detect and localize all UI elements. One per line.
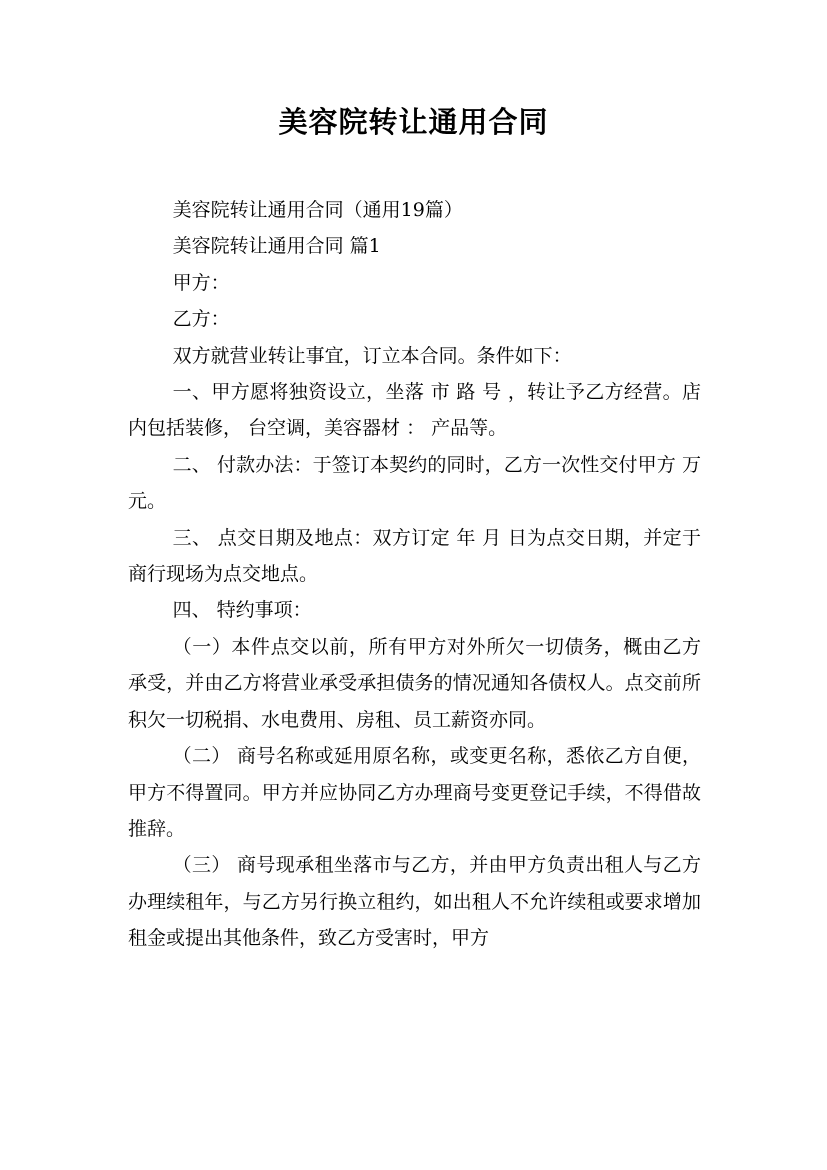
document-title: 美容院转让通用合同 [278, 105, 549, 139]
paragraph-subtitle: 美容院转让通用合同（通用19篇） [172, 199, 463, 221]
paragraph-clause-1: 一、甲方愿将独资设立，坐落 市 路 号 ，转让予乙方经营。店内包括装修， 台空调，美容器材 ： 产品等。 [128, 381, 701, 440]
paragraph-party-a: 甲方： [172, 271, 230, 294]
paragraph-clause-4: 四、 特约事项： [172, 599, 312, 622]
paragraph-intro: 双方就营业转让事宜，订立本合同。条件如下： [172, 344, 572, 367]
paragraph-subclause-2: （二） 商号名称或延用原名称，或变更名称，悉依乙方自便，甲方不得置同。甲方并应协同乙方办理商号变更登记手续，不得借故推辞。 [128, 745, 701, 840]
paragraph-subclause-3: （三） 商号现承租坐落市与乙方，并由甲方负责出租人与乙方办理续租年，与乙方另行换立租约，如出租人不允许续租或要求增加租金或提出其他条件，致乙方受害时，甲方 [128, 854, 701, 950]
paragraph-section-heading: 美容院转让通用合同 篇1 [172, 235, 381, 258]
paragraph-party-b: 乙方： [172, 308, 230, 331]
paragraph-clause-2: 二、 付款办法：于签订本契约的同时，乙方一次性交付甲方 万元。 [128, 453, 701, 513]
document-body [128, 192, 701, 957]
paragraph-clause-3: 三、 点交日期及地点：双方订定 年 月 日为点交日期，并定于商行现场为点交地点。 [128, 526, 701, 586]
paragraph-subclause-1: （一）本件点交以前，所有甲方对外所欠一切债务，概由乙方承受，并由乙方将营业承受承担债务的情况通知各债权人。点交前所积欠一切税捐、水电费用、房租、员工薪资亦同。 [128, 635, 701, 731]
